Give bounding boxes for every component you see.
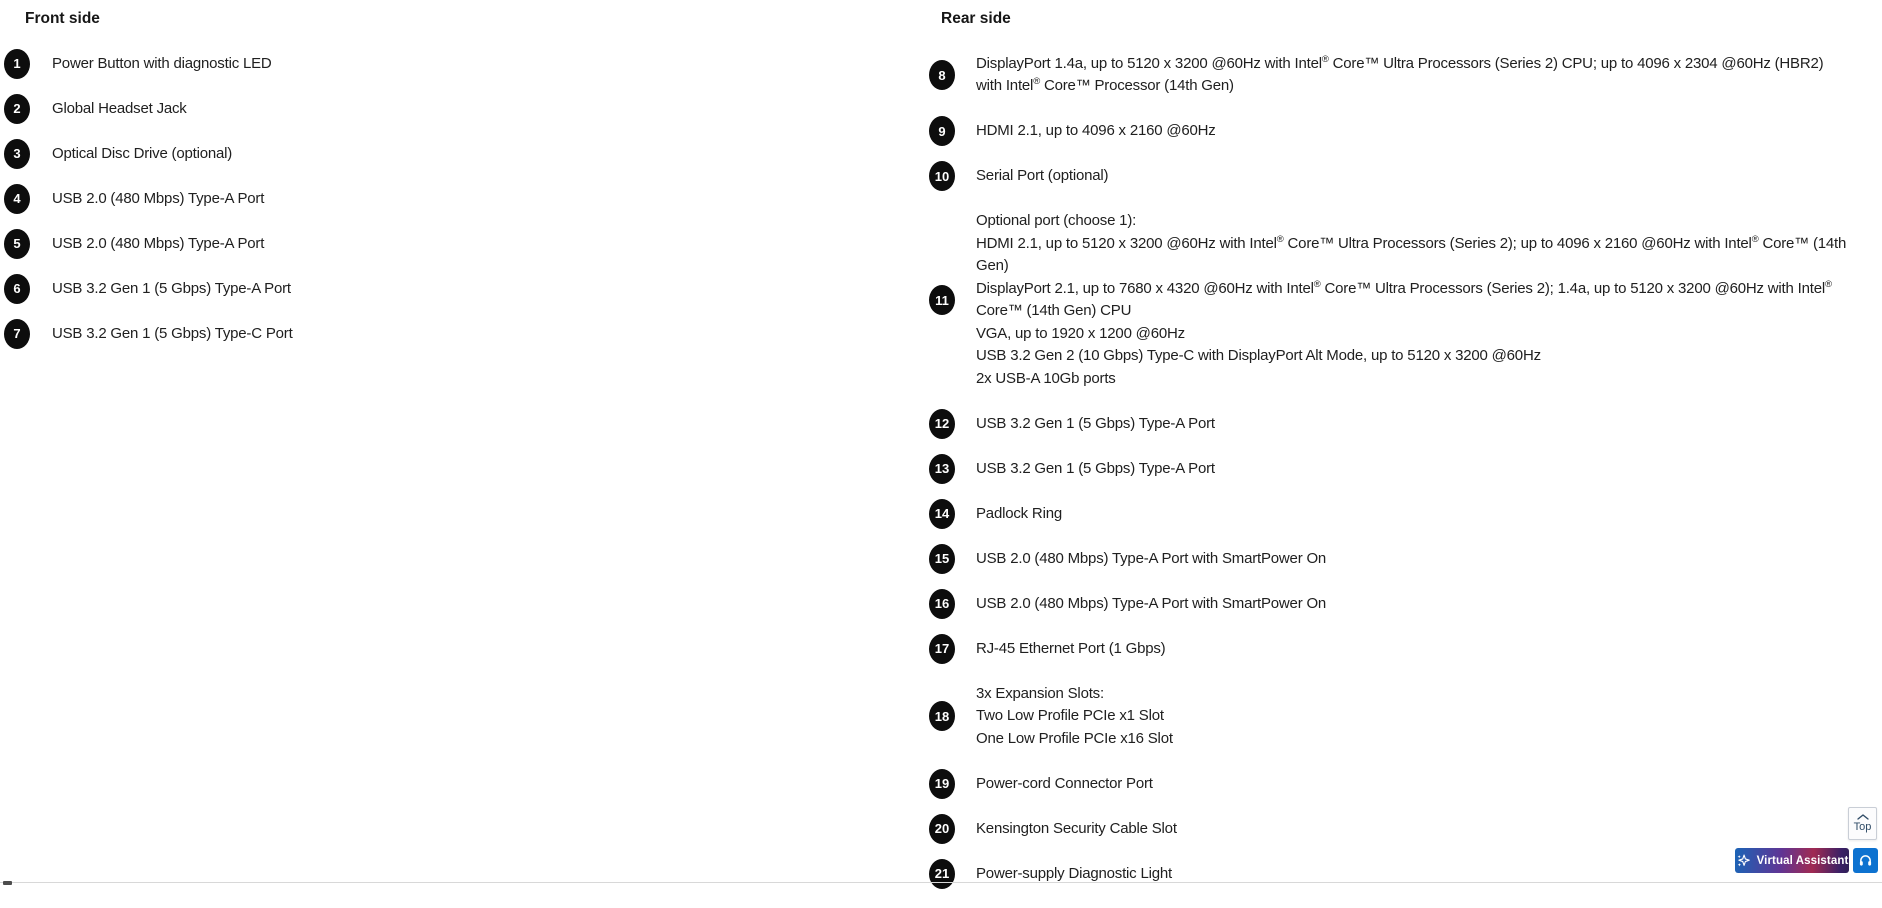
port-list-item <box>929 458 1874 481</box>
item-text-line: Two Low Profile PCIe x1 Slot <box>976 707 1164 724</box>
item-text <box>52 98 920 121</box>
item-text-line: DisplayPort 2.1, up to 7680 x 4320 @60Hz with Intel® Core™ Ultra Processors (Series 2); 1.4a, up to 5120 x 3200 @60Hz with Intel® <box>976 278 1832 297</box>
item-number-badge: 4 <box>4 184 30 214</box>
item-text <box>976 503 1874 526</box>
clipped-text-fragment <box>3 881 12 885</box>
port-list-item <box>929 120 1874 143</box>
item-text-line: Power-supply Diagnostic Light <box>976 864 1172 882</box>
item-text-line: DisplayPort 1.4a, up to 5120 x 3200 @60Hz with Intel® Core™ Ultra Processors (Series 2) CPU; up to 4096 x 2304 @60Hz (HBR2) <box>976 53 1824 72</box>
item-number-badge: 1 <box>4 49 30 79</box>
item-text-line: Optical Disc Drive (optional) <box>52 144 233 162</box>
item-text-line: Power-cord Connector Port <box>976 774 1153 792</box>
item-number-badge: 14 <box>929 499 955 529</box>
item-text-line: HDMI 2.1, up to 5120 x 3200 @60Hz with Intel® Core™ Ultra Processors (Series 2); up to 4096 x 2160 @60Hz with Intel® Core™ (14th <box>976 233 1847 252</box>
item-text-line: Padlock Ring <box>976 504 1062 522</box>
item-text <box>976 548 1874 571</box>
item-text <box>52 233 920 256</box>
item-text-line: USB 2.0 (480 Mbps) Type-A Port with SmartPower On <box>976 549 1327 567</box>
item-text-line: USB 3.2 Gen 1 (5 Gbps) Type-A Port <box>52 279 291 297</box>
item-number-badge: 8 <box>929 60 955 90</box>
port-list-item <box>929 683 1874 751</box>
item-number-badge: 7 <box>4 319 30 349</box>
item-text-line: Optional port (choose 1): <box>976 212 1137 229</box>
rear-side-heading: Rear side <box>941 10 1011 27</box>
rear-side-port-list <box>929 53 1874 886</box>
port-list-item <box>0 53 920 76</box>
port-list-item <box>929 773 1874 796</box>
footer-divider <box>0 882 1882 883</box>
item-number-badge: 18 <box>929 701 955 731</box>
item-text-line: USB 3.2 Gen 1 (5 Gbps) Type-C Port <box>52 324 293 342</box>
item-text <box>52 188 920 211</box>
headset-icon <box>1858 854 1873 868</box>
item-number-badge: 5 <box>4 229 30 259</box>
port-list-item <box>929 53 1874 98</box>
port-list-item <box>929 413 1874 436</box>
item-text-line: with Intel® Core™ Processor (14th Gen) <box>976 76 1234 94</box>
item-text <box>976 458 1874 481</box>
item-text <box>976 638 1874 661</box>
item-text <box>976 120 1874 143</box>
item-number-badge: 9 <box>929 116 955 146</box>
item-text <box>976 683 1874 751</box>
item-number-badge: 2 <box>4 94 30 124</box>
item-text-line: USB 3.2 Gen 1 (5 Gbps) Type-A Port <box>976 414 1215 432</box>
item-number-badge: 6 <box>4 274 30 304</box>
port-list-item <box>929 593 1874 616</box>
item-text-line: HDMI 2.1, up to 4096 x 2160 @60Hz <box>976 122 1216 139</box>
item-number-badge: 11 <box>929 285 955 315</box>
item-text <box>976 165 1874 188</box>
item-text-line: Gen) <box>976 257 1009 274</box>
item-text-line: Core™ (14th Gen) CPU <box>976 302 1132 319</box>
item-text <box>52 53 920 76</box>
front-side-heading: Front side <box>25 10 100 27</box>
rear-side-section <box>929 0 1874 908</box>
item-text <box>976 413 1874 436</box>
item-text-line: Kensington Security Cable Slot <box>976 819 1177 837</box>
port-list-item <box>929 638 1874 661</box>
support-chat-button[interactable] <box>1853 848 1878 873</box>
item-text <box>976 53 1874 98</box>
item-text-line: USB 2.0 (480 Mbps) Type-A Port <box>52 234 265 252</box>
item-number-badge: 17 <box>929 634 955 664</box>
back-to-top-button[interactable] <box>1848 807 1877 840</box>
item-text <box>52 278 920 301</box>
item-text-line: USB 3.2 Gen 1 (5 Gbps) Type-A Port <box>976 459 1215 477</box>
item-number-badge: 16 <box>929 589 955 619</box>
virtual-assistant-button[interactable] <box>1735 848 1849 873</box>
port-list-item <box>929 548 1874 571</box>
item-text <box>52 323 920 346</box>
port-list-item <box>929 210 1874 390</box>
item-number-badge: 3 <box>4 139 30 169</box>
item-text <box>976 818 1874 841</box>
item-text-line: One Low Profile PCIe x16 Slot <box>976 729 1173 747</box>
item-number-badge: 12 <box>929 409 955 439</box>
item-text-line: USB 2.0 (480 Mbps) Type-A Port <box>52 189 265 207</box>
port-list-item <box>0 278 920 301</box>
front-side-port-list <box>0 53 920 346</box>
chevron-up-icon <box>1857 814 1869 820</box>
front-side-section <box>0 0 920 368</box>
port-list-item <box>929 818 1874 841</box>
item-number-badge: 19 <box>929 769 955 799</box>
item-number-badge: 13 <box>929 454 955 484</box>
port-list-item <box>0 188 920 211</box>
back-to-top-label: Top <box>1853 821 1872 833</box>
sparkle-icon <box>1736 853 1751 868</box>
item-text-line: RJ-45 Ethernet Port (1 Gbps) <box>976 639 1166 657</box>
item-number-badge: 20 <box>929 814 955 844</box>
item-text-line: 2x USB-A 10Gb ports <box>976 369 1116 387</box>
item-text-line: 3x Expansion Slots: <box>976 684 1104 702</box>
port-list-item <box>0 323 920 346</box>
item-text-line: Global Headset Jack <box>52 99 187 117</box>
item-number-badge: 10 <box>929 161 955 191</box>
item-text-line: Power Button with diagnostic LED <box>52 54 272 72</box>
item-text <box>976 210 1874 390</box>
item-text <box>976 593 1874 616</box>
port-list-item <box>0 233 920 256</box>
item-text <box>52 143 920 166</box>
item-text-line: USB 2.0 (480 Mbps) Type-A Port with SmartPower On <box>976 594 1327 612</box>
virtual-assistant-label: Virtual Assistant <box>1756 854 1849 867</box>
port-list-item <box>0 143 920 166</box>
item-text-line: USB 3.2 Gen 2 (10 Gbps) Type-C with DisplayPort Alt Mode, up to 5120 x 3200 @60Hz <box>976 347 1541 364</box>
port-list-item <box>929 165 1874 188</box>
item-number-badge: 21 <box>929 859 955 889</box>
item-text <box>976 773 1874 796</box>
item-text-line: VGA, up to 1920 x 1200 @60Hz <box>976 324 1185 342</box>
item-number-badge: 15 <box>929 544 955 574</box>
port-list-item <box>0 98 920 121</box>
item-text-line: Serial Port (optional) <box>976 167 1109 184</box>
port-list-item <box>929 503 1874 526</box>
